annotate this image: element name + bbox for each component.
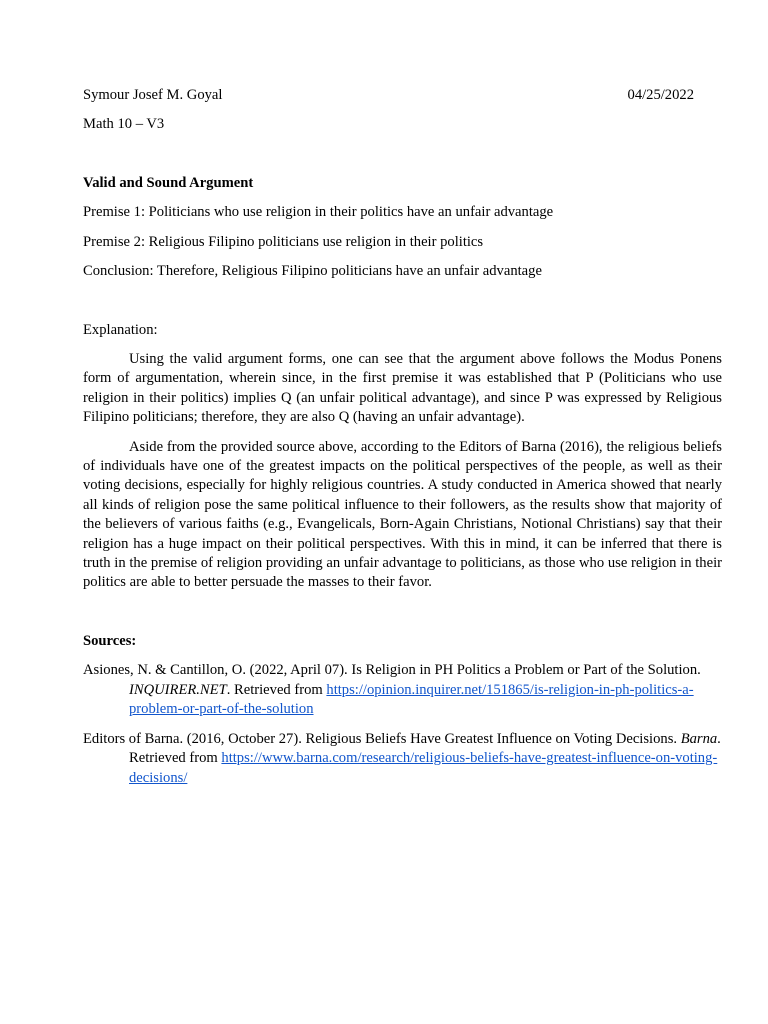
source-2-publication: Barna: [680, 730, 718, 747]
premise-1: Premise 1: Politicians who use religion in their politics have an unfair advantage: [83, 204, 554, 220]
sources-title: Sources:: [83, 632, 137, 649]
explanation-label: Explanation:: [83, 321, 158, 338]
source-entry-2: [83, 730, 722, 789]
source-2-retrieved: . Retrieved from: [129, 730, 721, 767]
premise-2: Premise 2: Religious Filipino politicians use religion in their politics: [83, 233, 484, 250]
source-2-link[interactable]: https://www.barna.com/research/religious-beliefs-have-greatest-influence-on-voting-decisions/: [129, 750, 718, 786]
document-page: [83, 86, 722, 798]
explanation-paragraph-1: Using the valid argument forms, one can see that the argument above follows the Modus Ponens form of argumentation, wherein since, in the first premise it was established that P (Politicians who use religion in their politics) implies Q (an unfair political advantage), and since P was expressed by Religious Filipino politicians; therefore, they are also Q (having an unfair advantage).: [83, 351, 722, 426]
explanation-paragraph-2: Aside from the provided source above, according to the Editors of Barna (2016), the religious beliefs of individuals have one of the greatest impacts on the political perspectives of the people, as well as their voting decisions, especially for highly religious countries. A study conducted in America showed that nearly all kinds of religion pose the same political influence to their followers, as the results show that majority of the believers of various faiths (e.g., Evangelicals, Born-Again Christians, Notional Christians) say that their religion has a huge impact on their political perspectives. With this in mind, it can be inferred that there is truth in the premise of religion providing an unfair advantage to politicians, as those who use religion in their politics are able to better persuade the masses to their favor.: [83, 438, 722, 591]
conclusion: Conclusion: Therefore, Religious Filipino politicians have an unfair advantage: [83, 263, 542, 279]
argument-title: Valid and Sound Argument: [83, 174, 254, 191]
source-2-citation: Editors of Barna. (2016, October 27). Religious Beliefs Have Greatest Influence on Voting Decisions.: [83, 730, 678, 747]
source-1-citation: Asiones, N. & Cantillon, O. (2022, April 07). Is Religion in PH Politics a Problem or Part of the Solution.: [83, 662, 701, 679]
course-name: Math 10 – V3: [83, 116, 165, 132]
source-1-link[interactable]: https://opinion.inquirer.net/151865/is-religion-in-ph-politics-a-problem-or-part-of-the-solution: [129, 681, 694, 718]
source-1-publication: INQUIRER.NET: [129, 681, 227, 698]
document-date: 04/25/2022: [627, 87, 694, 103]
source-1-retrieved: . Retrieved from: [226, 681, 327, 698]
source-entry-1: [83, 661, 722, 720]
document-header: [83, 86, 694, 106]
author-name: Symour Josef M. Goyal: [83, 87, 223, 103]
